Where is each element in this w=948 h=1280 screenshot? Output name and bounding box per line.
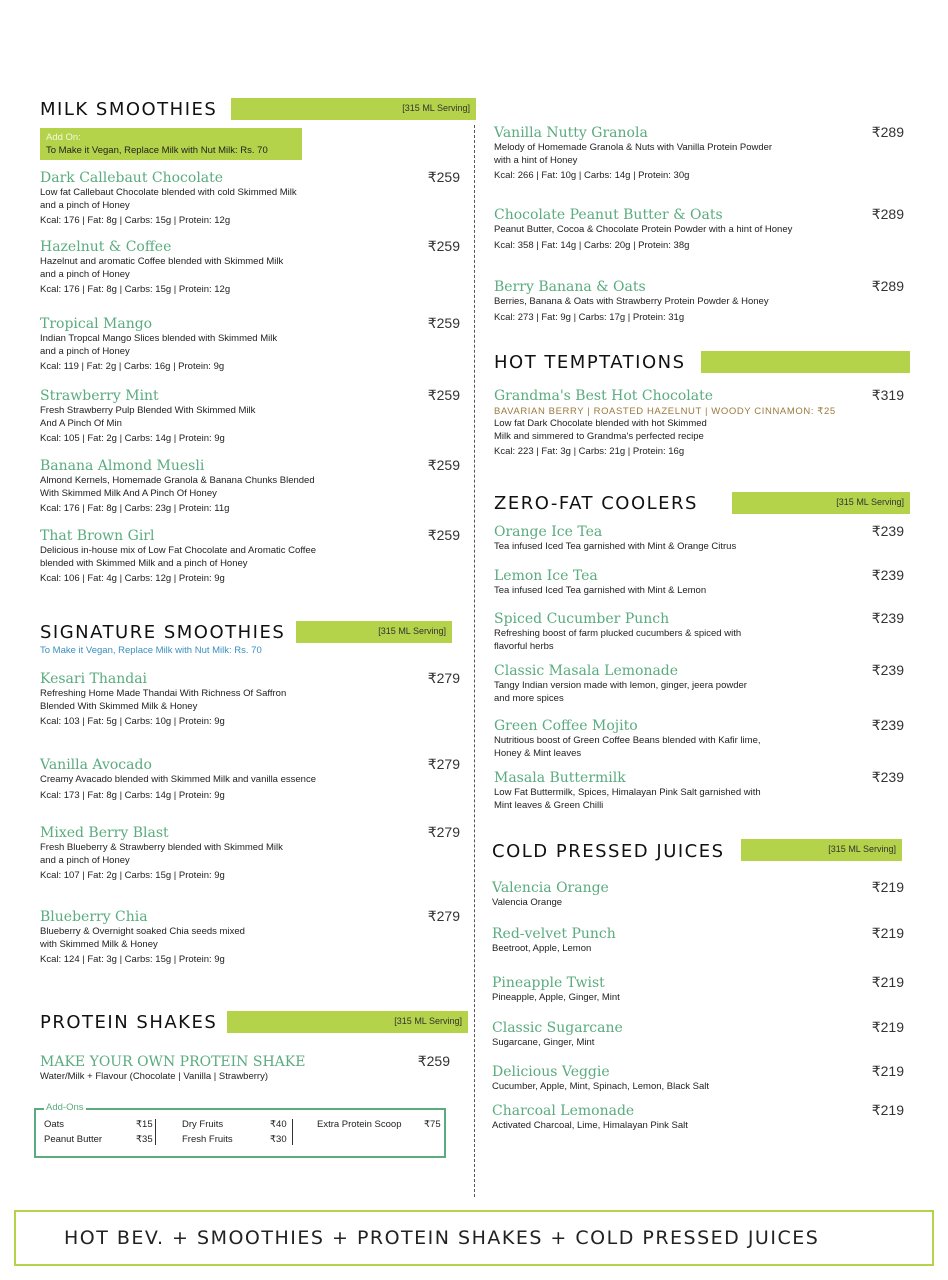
item-nutrition: Kcal: 176 | Fat: 8g | Carbs: 23g | Protein: 11g [40,503,230,514]
item-name: Vanilla Avocado [40,757,152,773]
item-name: Spiced Cucumber Punch [494,611,670,627]
footer-banner: HOT BEV. + SMOOTHIES + PROTEIN SHAKES + COLD PRESSED JUICES [14,1210,934,1266]
menu-item [494,769,904,812]
menu-item [40,1053,450,1084]
addon-price: ₹15 [136,1119,153,1130]
addons-label: Add-Ons [46,1102,84,1113]
menu-item [40,908,460,966]
item-name: Tropical Mango [40,316,153,332]
item-description: Sugarcane, Ginger, Mint [492,1037,595,1048]
item-price: ₹259 [427,169,460,185]
item-description: Refreshing boost of farm plucked cucumbers & spiced with flavorful herbs [494,628,742,652]
item-nutrition: Kcal: 105 | Fat: 2g | Carbs: 14g | Protein: 9g [40,433,225,444]
item-name: Charcoal Lemonade [492,1103,635,1119]
item-name: Classic Masala Lemonade [494,663,679,679]
menu-item [494,523,904,554]
menu-item [40,824,460,882]
menu-item [494,278,904,324]
item-description: Low Fat Buttermilk, Spices, Himalayan Pink Salt garnished with Mint leaves & Green Chilli [494,787,761,811]
menu-item [492,1102,904,1133]
item-description: Activated Charcoal, Lime, Himalayan Pink Salt [492,1120,688,1131]
menu-item [40,527,460,585]
item-nutrition: Kcal: 119 | Fat: 2g | Carbs: 16g | Protein: 9g [40,361,225,372]
serving-bar: [315 ML Serving] [732,492,910,514]
section-title-protein-shakes: PROTEIN SHAKES [40,1012,218,1033]
item-name: Pineapple Twist [492,975,605,991]
item-price: ₹259 [427,457,460,473]
addon-name: Oats [44,1119,65,1130]
item-description: Nutritious boost of Green Coffee Beans blended with Kafir lime, Honey & Mint leaves [494,735,761,759]
item-name: Vanilla Nutty Granola [494,125,648,141]
item-price: ₹279 [427,908,460,924]
item-name: Mixed Berry Blast [40,825,169,841]
item-variants: BAVARIAN BERRY | ROASTED HAZELNUT | WOODY CINNAMON: ₹25 [494,406,836,417]
menu-item [494,567,904,598]
item-name: Masala Buttermilk [494,770,626,786]
item-name: Hazelnut & Coffee [40,239,172,255]
item-price: ₹319 [871,387,904,403]
separator [155,1119,156,1145]
column-divider [474,125,475,1197]
item-name: Berry Banana & Oats [494,279,646,295]
item-nutrition: Kcal: 358 | Fat: 14g | Carbs: 20g | Protein: 38g [494,239,690,251]
addon-label: Add On: [46,132,81,143]
item-nutrition: Kcal: 124 | Fat: 3g | Carbs: 15g | Protein: 9g [40,954,225,965]
item-price: ₹259 [427,527,460,543]
menu-item [492,879,904,910]
item-nutrition: Kcal: 273 | Fat: 9g | Carbs: 17g | Protein: 31g [494,311,685,323]
item-description: Creamy Avacado blended with Skimmed Milk and vanilla essence [40,774,316,785]
item-name: MAKE YOUR OWN PROTEIN SHAKE [40,1054,306,1070]
item-description: Fresh Strawberry Pulp Blended With Skimmed Milk And A Pinch Of Min [40,405,256,429]
item-price: ₹289 [871,124,904,140]
item-price: ₹259 [417,1053,450,1069]
addon-name: Fresh Fruits [182,1134,233,1145]
item-description: Low fat Dark Chocolate blended with hot Skimmed Milk and simmered to Grandma's perfected recipe [494,418,707,442]
item-price: ₹259 [427,315,460,331]
item-description: Low fat Callebaut Chocolate blended with cold Skimmed Milk and a pinch of Honey [40,187,297,211]
item-price: ₹279 [427,670,460,686]
item-description: Fresh Blueberry & Strawberry blended with Skimmed Milk and a pinch of Honey [40,842,283,866]
item-nutrition: Kcal: 173 | Fat: 8g | Carbs: 14g | Protein: 9g [40,789,225,801]
serving-bar: [315 ML Serving] [227,1011,468,1033]
protein-addons-box [34,1102,446,1158]
menu-item [40,457,460,515]
item-price: ₹289 [871,278,904,294]
addon-price: ₹75 [424,1119,441,1130]
separator [292,1119,293,1145]
menu-item [494,206,904,252]
section-title-cold-pressed-juices: COLD PRESSED JUICES [492,841,725,862]
menu-item [40,169,460,227]
item-price: ₹219 [871,1019,904,1035]
item-name: That Brown Girl [40,528,155,544]
item-name: Lemon Ice Tea [494,568,598,584]
menu-item [494,610,904,653]
section-title-milk-smoothies: MILK SMOOTHIES [40,99,218,120]
menu-item [492,1019,904,1050]
menu-item [492,1063,904,1094]
menu-item [40,756,460,802]
item-description: Berries, Banana & Oats with Strawberry Protein Powder & Honey [494,296,769,307]
menu-item [40,387,460,445]
menu-item [494,387,904,458]
item-price: ₹289 [871,206,904,222]
vegan-note: To Make it Vegan, Replace Milk with Nut Milk: Rs. 70 [40,645,262,656]
item-description: Valencia Orange [492,897,563,908]
item-price: ₹259 [427,238,460,254]
item-nutrition: Kcal: 176 | Fat: 8g | Carbs: 15g | Protein: 12g [40,284,231,295]
item-description: Tea infused Iced Tea garnished with Mint & Lemon [494,585,707,596]
item-nutrition: Kcal: 103 | Fat: 5g | Carbs: 10g | Protein: 9g [40,716,225,727]
item-price: ₹239 [871,717,904,733]
section-title-signature-smoothies: SIGNATURE SMOOTHIES [40,622,286,643]
serving-bar: [315 ML Serving] [296,621,452,643]
item-nutrition: Kcal: 106 | Fat: 4g | Carbs: 12g | Protein: 9g [40,573,225,584]
item-price: ₹219 [871,879,904,895]
addon-name: Peanut Butter [44,1134,103,1145]
item-price: ₹279 [427,824,460,840]
menu-item [40,315,460,373]
item-price: ₹279 [427,756,460,772]
item-name: Valencia Orange [492,880,609,896]
item-name: Strawberry Mint [40,388,159,404]
serving-bar: [315 ML Serving] [231,98,476,120]
item-description: Beetroot, Apple, Lemon [492,943,592,954]
item-nutrition: Kcal: 176 | Fat: 8g | Carbs: 15g | Protein: 12g [40,215,231,226]
item-description: Hazelnut and aromatic Coffee blended with Skimmed Milk and a pinch of Honey [40,256,284,280]
item-description: Peanut Butter, Cocoa & Chocolate Protein Powder with a hint of Honey [494,224,793,235]
item-description: Tea infused Iced Tea garnished with Mint & Orange Citrus [494,541,737,552]
addon-price: ₹30 [270,1134,287,1145]
menu-item [492,925,904,956]
item-name: Delicious Veggie [492,1064,610,1080]
accent-bar [701,351,910,373]
menu-item [494,124,904,182]
item-description: Refreshing Home Made Thandai With Richness Of Saffron Blended With Skimmed Milk & Honey [40,688,287,712]
item-description: Almond Kernels, Homemade Granola & Banana Chunks Blended With Skimmed Milk And A Pinch Of Honey [40,475,315,499]
item-description: Delicious in-house mix of Low Fat Chocolate and Aromatic Coffee blended with Skimmed Milk and a pinch of Honey [40,545,316,569]
item-name: Orange Ice Tea [494,524,603,540]
vegan-addon-box [40,128,302,160]
item-price: ₹239 [871,662,904,678]
item-price: ₹239 [871,567,904,583]
section-title-hot-temptations: HOT TEMPTATIONS [494,352,686,373]
item-description: Pineapple, Apple, Ginger, Mint [492,992,620,1003]
item-price: ₹219 [871,925,904,941]
section-title-zero-fat-coolers: ZERO-FAT COOLERS [494,493,698,514]
item-description: Melody of Homemade Granola & Nuts with Vanilla Protein Powder with a hint of Honey [494,142,773,166]
addon-price: ₹40 [270,1119,287,1130]
item-price: ₹219 [871,1102,904,1118]
item-price: ₹219 [871,1063,904,1079]
item-price: ₹239 [871,769,904,785]
item-description: Water/Milk + Flavour (Chocolate | Vanilla | Strawberry) [40,1071,268,1082]
item-description: Blueberry & Overnight soaked Chia seeds mixed with Skimmed Milk & Honey [40,926,245,950]
item-price: ₹259 [427,387,460,403]
item-name: Blueberry Chia [40,909,148,925]
item-price: ₹239 [871,610,904,626]
menu-item [492,974,904,1005]
menu-item [40,238,460,296]
addon-price: ₹35 [136,1134,153,1145]
item-name: Green Coffee Mojito [494,718,638,734]
item-description: Indian Tropcal Mango Slices blended with Skimmed Milk and a pinch of Honey [40,333,278,357]
item-name: Classic Sugarcane [492,1020,623,1036]
item-description: Cucumber, Apple, Mint, Spinach, Lemon, Black Salt [492,1081,710,1092]
item-price: ₹219 [871,974,904,990]
serving-bar: [315 ML Serving] [741,839,902,861]
item-name: Kesari Thandai [40,671,148,687]
menu-item [40,670,460,728]
menu-item [494,662,904,705]
item-name: Dark Callebaut Chocolate [40,170,224,186]
addon-name: Extra Protein Scoop [317,1119,402,1130]
item-nutrition: Kcal: 266 | Fat: 10g | Carbs: 14g | Protein: 30g [494,170,690,181]
item-nutrition: Kcal: 223 | Fat: 3g | Carbs: 21g | Protein: 16g [494,446,685,457]
item-name: Banana Almond Muesli [40,458,205,474]
item-nutrition: Kcal: 107 | Fat: 2g | Carbs: 15g | Protein: 9g [40,870,225,881]
item-name: Grandma's Best Hot Chocolate [494,388,714,404]
menu-item [494,717,904,760]
addon-text: To Make it Vegan, Replace Milk with Nut Milk: Rs. 70 [46,145,268,156]
item-description: Tangy Indian version made with lemon, ginger, jeera powder and more spices [494,680,747,704]
item-price: ₹239 [871,523,904,539]
item-name: Red-velvet Punch [492,926,616,942]
item-name: Chocolate Peanut Butter & Oats [494,207,723,223]
addon-name: Dry Fruits [182,1119,224,1130]
